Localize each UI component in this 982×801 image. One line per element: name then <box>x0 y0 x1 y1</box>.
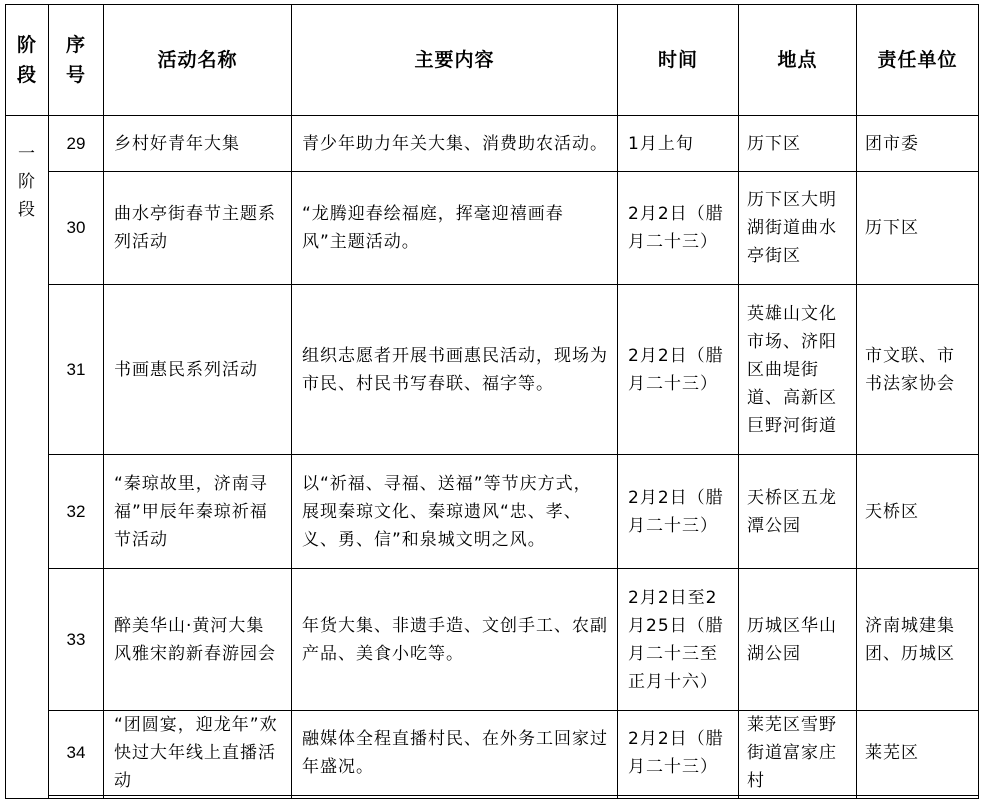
unit-cell: 团市委 <box>857 116 979 172</box>
seq-cell <box>49 796 104 799</box>
time-cell <box>618 796 739 799</box>
place-cell <box>739 796 857 799</box>
table-header-row <box>6 5 979 116</box>
time-cell: 1月上旬 <box>618 116 739 172</box>
time-cell: 2月2日（腊月二十三） <box>618 285 739 455</box>
header-content: 主要内容 <box>292 5 618 116</box>
time-cell: 2月2日（腊月二十三） <box>618 172 739 285</box>
content-cell: 青少年助力年关大集、消费助农活动。 <box>292 116 618 172</box>
unit-cell: 天桥区 <box>857 455 979 569</box>
seq-cell: 29 <box>49 116 104 172</box>
name-cell: 乡村好青年大集 <box>104 116 292 172</box>
place-cell: 莱芜区雪野街道富家庄村 <box>739 711 857 796</box>
header-name: 活动名称 <box>104 5 292 116</box>
unit-cell: 历下区 <box>857 172 979 285</box>
name-cell: 书画惠民系列活动 <box>104 285 292 455</box>
time-cell: 2月2日（腊月二十三） <box>618 455 739 569</box>
name-cell: 醉美华山·黄河大集风雅宋韵新春游园会 <box>104 569 292 711</box>
content-cell: 年货大集、非遗手造、文创手工、农副产品、美食小吃等。 <box>292 569 618 711</box>
time-cell: 2月2日至2月25日（腊月二十三至正月十六） <box>618 569 739 711</box>
unit-cell: 济南城建集团、历城区 <box>857 569 979 711</box>
time-cell: 2月2日（腊月二十三） <box>618 711 739 796</box>
content-cell: 融媒体全程直播村民、在外务工回家过年盛况。 <box>292 711 618 796</box>
name-cell: 曲水亭街春节主题系列活动 <box>104 172 292 285</box>
place-cell: 历城区华山湖公园 <box>739 569 857 711</box>
name-cell: “团圆宴，迎龙年”欢快过大年线上直播活动 <box>104 711 292 796</box>
header-seq: 序 号 <box>49 5 104 116</box>
stage-cell: 一 阶 段 <box>6 116 49 799</box>
seq-cell: 33 <box>49 569 104 711</box>
place-cell: 天桥区五龙潭公园 <box>739 455 857 569</box>
table-row <box>6 285 979 455</box>
content-cell: “龙腾迎春绘福庭，挥毫迎禧画春风”主题活动。 <box>292 172 618 285</box>
content-cell: 组织志愿者开展书画惠民活动，现场为市民、村民书写春联、福字等。 <box>292 285 618 455</box>
place-cell: 历下区大明湖街道曲水亭街区 <box>739 172 857 285</box>
header-place: 地点 <box>739 5 857 116</box>
place-cell: 英雄山文化市场、济阳区曲堤街道、高新区巨野河街道 <box>739 285 857 455</box>
place-cell: 历下区 <box>739 116 857 172</box>
header-stage: 阶 段 <box>6 5 49 116</box>
unit-cell: 市文联、市书法家协会 <box>857 285 979 455</box>
table-row <box>6 455 979 569</box>
seq-cell: 32 <box>49 455 104 569</box>
content-cell <box>292 796 618 799</box>
table-row <box>6 711 979 796</box>
header-time: 时间 <box>618 5 739 116</box>
header-unit: 责任单位 <box>857 5 979 116</box>
unit-cell: 莱芜区 <box>857 711 979 796</box>
seq-cell: 34 <box>49 711 104 796</box>
table-row <box>6 172 979 285</box>
seq-cell: 31 <box>49 285 104 455</box>
table-row <box>6 116 979 172</box>
name-cell <box>104 796 292 799</box>
unit-cell <box>857 796 979 799</box>
table-row <box>6 569 979 711</box>
content-cell: 以“祈福、寻福、送福”等节庆方式，展现秦琼文化、秦琼遗风“忠、孝、义、勇、信”和泉城文明之风。 <box>292 455 618 569</box>
activity-table <box>5 4 979 799</box>
name-cell: “秦琼故里，济南寻福”甲辰年秦琼祈福节活动 <box>104 455 292 569</box>
seq-cell: 30 <box>49 172 104 285</box>
table-row-cutoff <box>6 796 979 799</box>
